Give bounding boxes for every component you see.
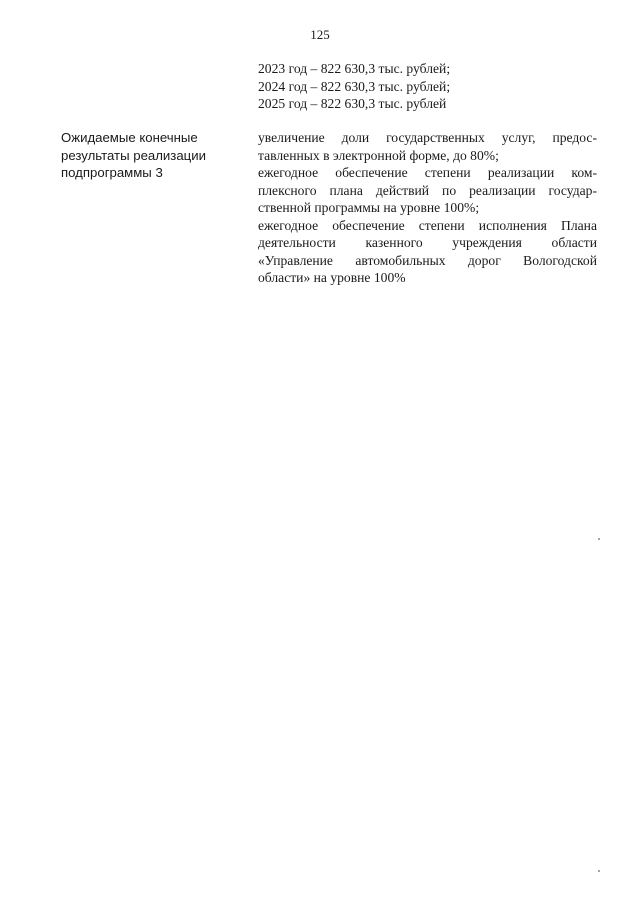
- funding-year-2024: 2024 год – 822 630,3 тыс. рублей;: [258, 78, 451, 94]
- expected-results-label-line: подпрограммы 3: [61, 165, 163, 180]
- funding-year-2023: 2023 год – 822 630,3 тыс. рублей;: [258, 61, 451, 76]
- results-line: ежегодное обеспечение степени исполнения Плана: [258, 217, 597, 233]
- results-line: плексного плана действий по реализации государ-: [258, 182, 597, 198]
- results-line: области» на уровне 100%: [258, 270, 406, 285]
- scan-speck: [598, 870, 600, 872]
- results-line: увеличение доли государственных услуг, предос-: [258, 130, 597, 145]
- results-line: «Управление автомобильных дорог Вологодской: [258, 252, 597, 268]
- funding-by-year-list: [258, 60, 450, 113]
- scan-speck: [598, 538, 600, 540]
- funding-year-2025: 2025 год – 822 630,3 тыс. рублей: [258, 96, 447, 111]
- results-line: тавленных в электронной форме, до 80%;: [258, 147, 499, 163]
- results-line: ственной программы на уровне 100%;: [258, 200, 480, 215]
- expected-results-text: [258, 129, 597, 287]
- expected-results-label-line: Ожидаемые конечные: [61, 130, 198, 145]
- page-number: 125: [310, 27, 330, 42]
- expected-results-label: [61, 129, 236, 182]
- results-line: деятельности казенного учреждения области: [258, 235, 597, 250]
- expected-results-label-line: результаты реализации: [61, 147, 206, 163]
- results-line: ежегодное обеспечение степени реализации ком-: [258, 165, 597, 180]
